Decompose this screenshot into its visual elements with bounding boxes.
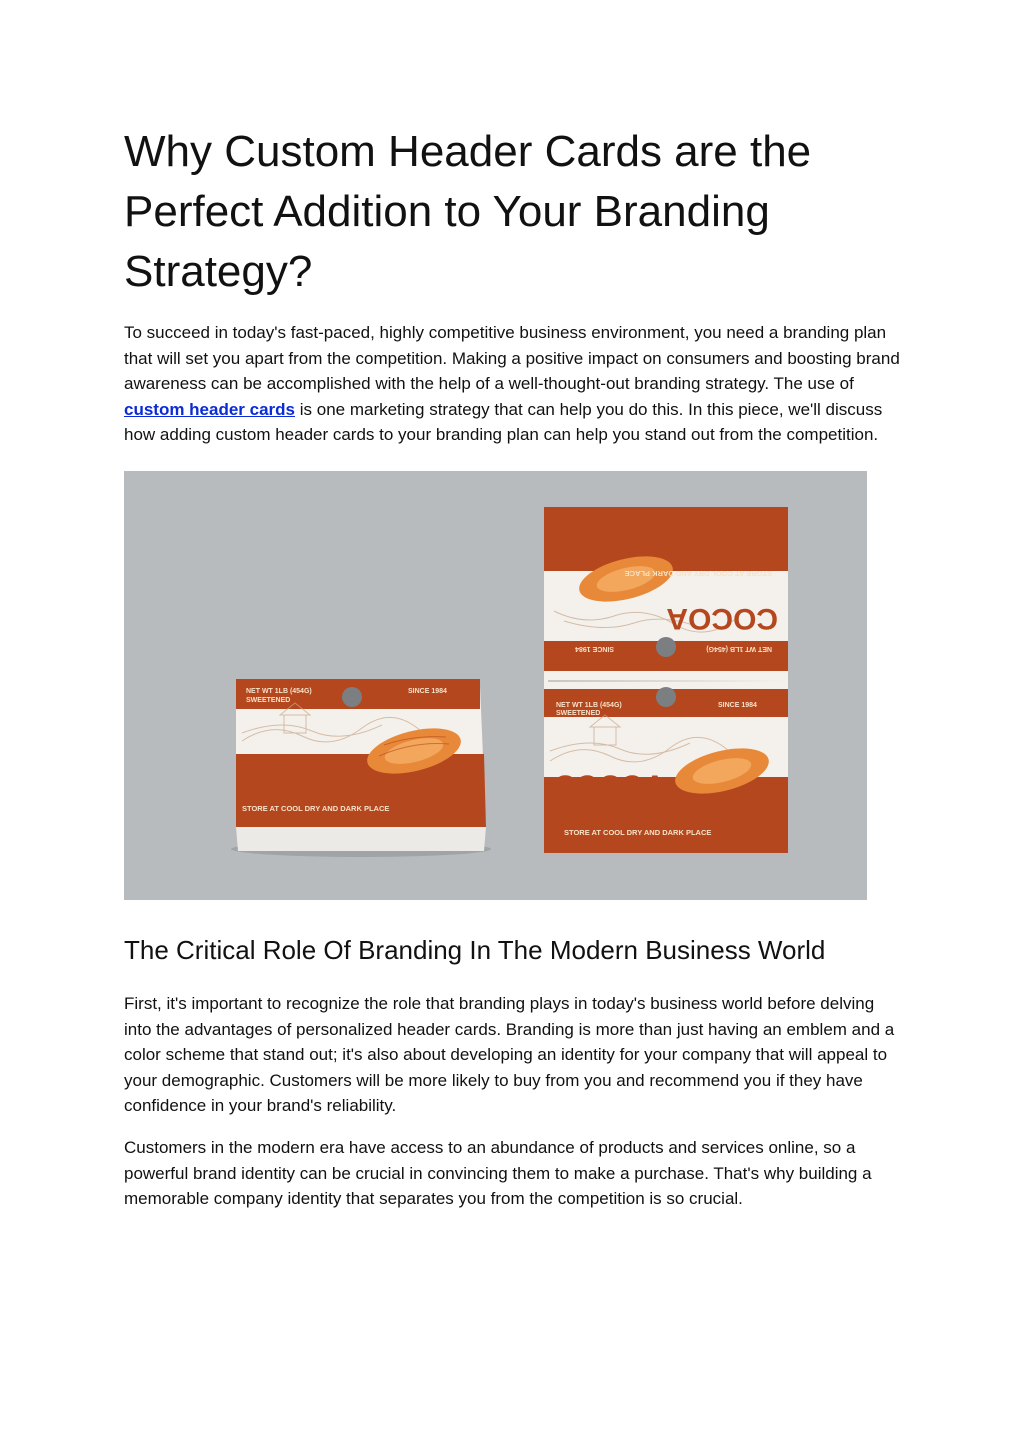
cocoa-header-cards-illustration bbox=[124, 471, 867, 900]
net-weight-label-1: NET WT 1LB (454G) bbox=[246, 688, 312, 695]
storage-label-1: STORE AT COOL DRY AND DARK PLACE bbox=[242, 804, 390, 813]
since-label-2: SINCE 1984 bbox=[718, 702, 757, 709]
intro-text-before: To succeed in today's fast-paced, highly competitive business environment, you need a branding plan that will set you apart from the competition. Making a positive impact on consumers and boosting brand awareness can be accomplished with the help of a well-thought-out branding strategy. The use of bbox=[124, 323, 900, 394]
page-title: Why Custom Header Cards are the Perfect Addition to Your Branding Strategy? bbox=[124, 127, 812, 296]
storage-label-upside-down: STORE AT COOL DRY AND DARK PLACE bbox=[624, 569, 772, 578]
cocoa-brand-1: COCOA bbox=[246, 751, 358, 784]
intro-text-after: is one marketing strategy that can help you do this. In this piece, we'll discuss how adding custom header cards to your branding plan can help you stand out from the competition. bbox=[124, 399, 883, 445]
net-weight-label-2: NET WT 1LB (454G) bbox=[556, 702, 622, 709]
cocoa-brand-upside-down: COCOA bbox=[666, 602, 778, 635]
sweetened-label-1: SWEETENED bbox=[246, 697, 291, 704]
header-cards-image bbox=[124, 471, 867, 900]
custom-header-cards-link[interactable]: custom header cards bbox=[124, 399, 296, 419]
net-weight-label-upside-down: NET WT 1LB (454G) bbox=[706, 645, 772, 652]
section-heading: The Critical Role Of Branding In The Modern Business World bbox=[124, 935, 826, 965]
body-paragraph-1: First, it's important to recognize the role that branding plays in today's business world before delving into the advantages of personalized header cards. Branding is more than just having an emblem and a color scheme that stand out; it's also about developing an identity for your company that will appeal to your demographic. Customers will be more likely to buy from you and recommend you if they have confidence in your brand's reliability. bbox=[124, 994, 895, 1116]
since-label-upside-down: SINCE 1984 bbox=[575, 645, 614, 652]
storage-label-2: STORE AT COOL DRY AND DARK PLACE bbox=[564, 828, 712, 837]
since-label-1: SINCE 1984 bbox=[408, 688, 447, 695]
sweetened-label-2: SWEETENED bbox=[556, 710, 601, 717]
cocoa-brand-2: COCOA bbox=[554, 770, 666, 803]
body-paragraph-2: Customers in the modern era have access to an abundance of products and services online, so a powerful brand identity can be crucial in convincing them to make a purchase. That's why building a memorable company identity that separates you from the competition is so crucial. bbox=[124, 1138, 872, 1209]
intro-paragraph bbox=[124, 320, 904, 448]
